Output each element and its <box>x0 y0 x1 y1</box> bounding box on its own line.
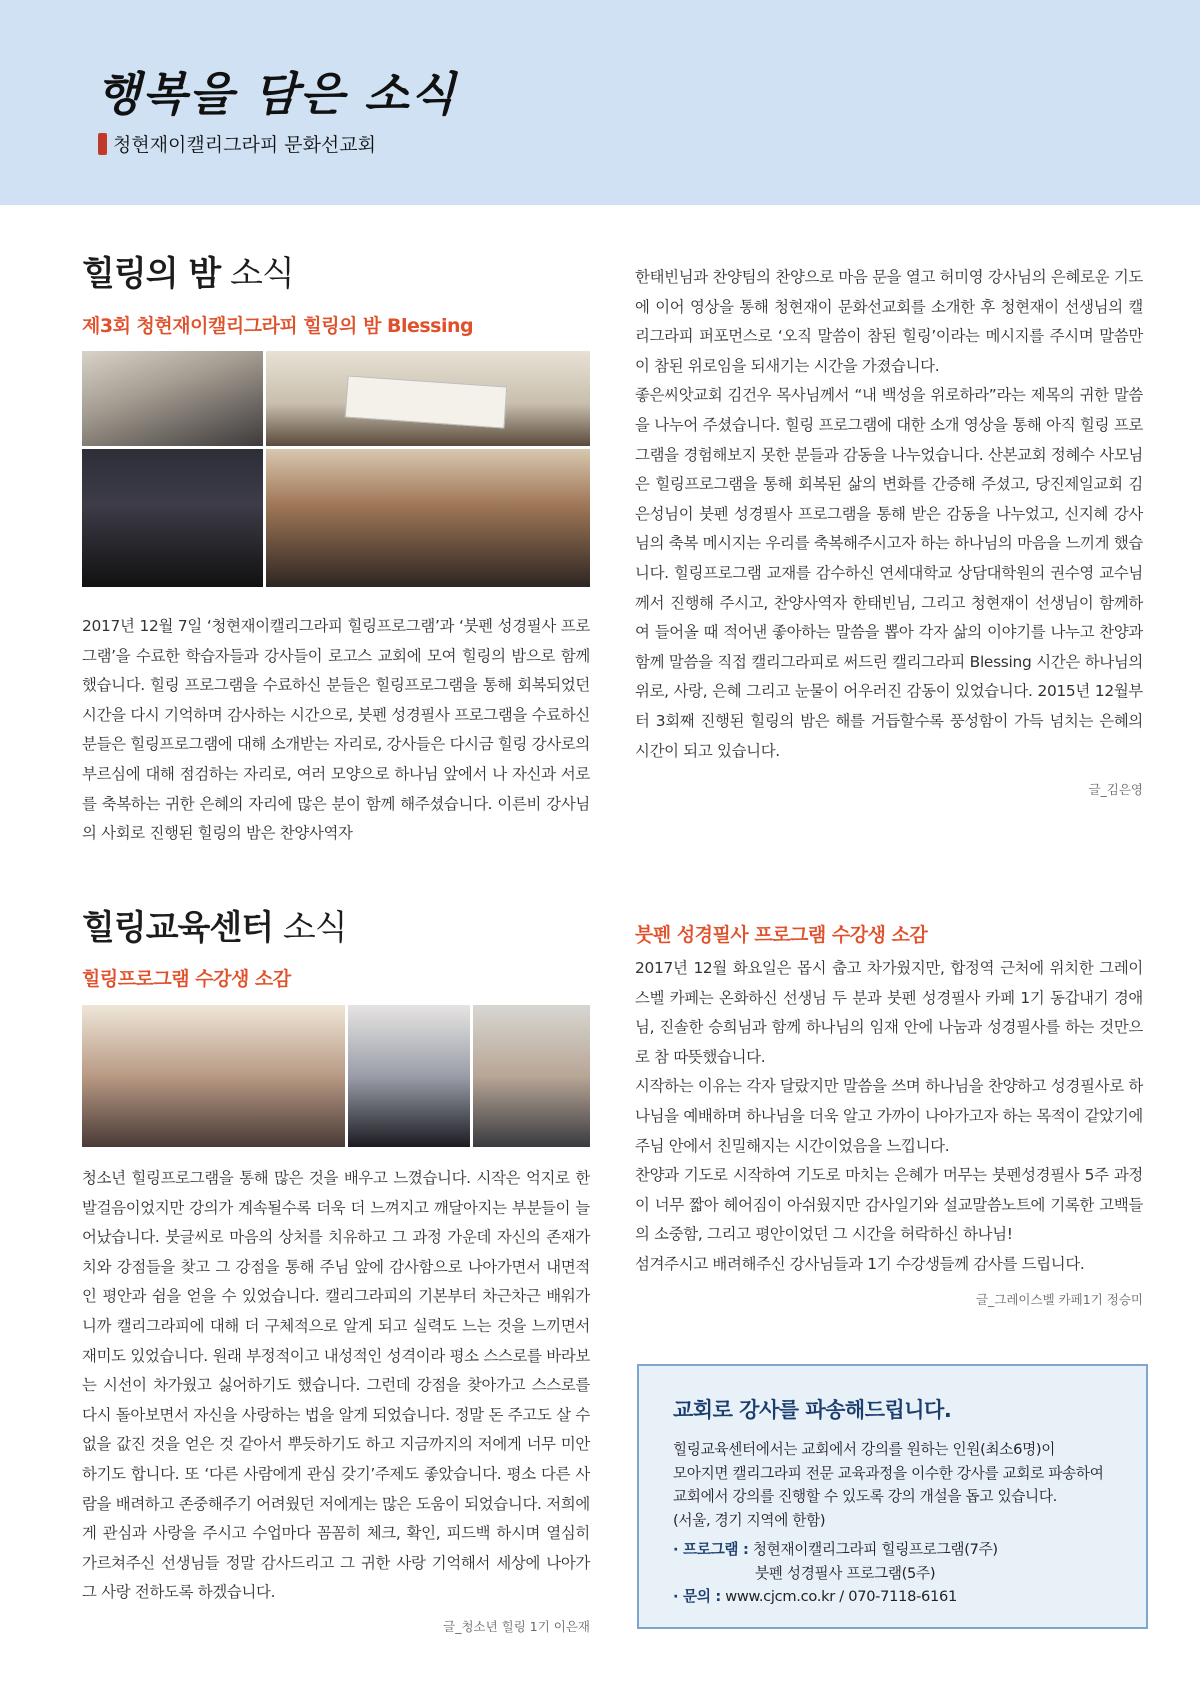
section2-subtitle: 힐링프로그램 수강생 소감 <box>82 968 291 990</box>
section1-photo-collage <box>82 351 590 587</box>
contact-value: www.cjcm.co.kr / 070-7118-6161 <box>720 1588 957 1605</box>
section3-subtitle: 붓펜 성경필사 프로그램 수강생 소감 <box>635 924 928 946</box>
photo-student-portrait <box>473 1005 590 1147</box>
section3-paragraph: 시작하는 이유는 각자 달랐지만 말씀을 쓰며 하나님을 찬양하고 성경필사로 하나님을 예배하며 하나님을 더욱 알고 가까이 나아가고자 하는 목적이 같았기에 주님 안에서 친밀해지는 시간이었음을 느낍니다. <box>635 1077 1143 1155</box>
section1-left-text: 2017년 12월 7일 ‘청현재이캘리그라피 힐링프로그램’과 ‘붓펜 성경필사 프로그램’을 수료한 학습자들과 강사들이 로고스 교회에 모여 힐링의 밤으로 함께 했습니다. 힐링 프로그램을 수료하신 분들은 힐링프로그램을 통해 회복되었던 시간을 다시 기억하며 감사하는 시간으로, 붓펜 성경필사 프로그램을 수료하신 분들은 힐링프로그램에 대해 소개받는 자리로, 강사들은 다시금 힐링 강사로의 부르심에 대해 점검하는 자리로, 여러 모양으로 하나님 앞에서 나 자신과 서로를 축복하는 귀한 은혜의 자리에 많은 분이 함께 해주셨습니다. 이른비 강사님의 사회로 진행된 힐링의 밤은 찬양사역자 <box>82 617 590 843</box>
program-label: · 프로그램 : <box>673 1541 749 1558</box>
section3-paragraph: 2017년 12월 화요일은 몹시 춥고 차가웠지만, 합정역 근처에 위치한 그레이스벨 카페는 온화하신 선생님 두 분과 붓펜 성경필사 카페 1기 동갑내기 경애님, 진솔한 승희님과 함께 하나님의 임재 안에 나눔과 성경필사를 하는 것만으로 참 따뜻했습니다. <box>635 959 1143 1066</box>
logo-title: 행복을 담은 소식 <box>96 67 458 121</box>
header-banner <box>0 0 1200 205</box>
section3-byline: 글_그레이스벨 카페1기 정승미 <box>975 1292 1143 1307</box>
section3-text <box>635 954 1143 1280</box>
contact-label: · 문의 : <box>673 1588 721 1605</box>
section2-photo-collage <box>82 1005 590 1147</box>
section1-subtitle: 제3회 청현재이캘리그라피 힐링의 밤 Blessing <box>82 315 474 337</box>
section2-title-strong: 힐링교육센터 <box>82 908 274 948</box>
calligraphy-banner-image <box>345 375 508 428</box>
photo-students-with-calligraphy <box>82 1005 345 1147</box>
section1-title-strong: 힐링의 밤 <box>82 254 221 294</box>
info-line: (서울, 경기 지역에 한함) <box>673 1511 826 1529</box>
section1-right-paragraph: 한태빈님과 찬양팀의 찬양으로 마음 문을 열고 허미영 강사님의 은혜로운 기도에 이어 영상을 통해 청현재이 문화선교회를 소개한 후 청현재이 선생님의 캘리그라피 퍼포먼스로 ‘오직 말씀이 참된 힐링’이라는 메시지를 주시며 말씀만이 참된 위로임을 되새기는 시간을 가졌습니다. <box>635 268 1143 375</box>
program-value-2: 붓펜 성경필사 프로그램(5주) <box>755 1564 936 1582</box>
photo-singers <box>82 449 263 587</box>
section2-title-light: 소식 <box>273 908 347 948</box>
section2-text: 청소년 힐링프로그램을 통해 많은 것을 배우고 느꼈습니다. 시작은 억지로 한 발걸음이었지만 강의가 계속될수록 더욱 더 느껴지고 깨달아지는 부분들이 늘어났습니다. 붓글씨로 마음의 상처를 치유하고 그 과정 가운데 자신의 존재가치와 강점들을 찾고 그 강점을 통해 주님 앞에 감사함으로 나아가면서 내면적인 평안과 쉼을 얻을 수 있었습니다. 캘리그라피의 기본부터 차근차근 배워가니까 캘리그라피에 대해 더 구체적으로 알게 되고 실력도 느는 것을 느끼면서 재미도 있었습니다. 원래 부정적이고 내성적인 성격이라 평소 스스로를 바라보는 시선이 차가웠고 싫어하기도 했습니다. 그런데 강점을 찾아가고 스스로를 다시 돌아보면서 자신을 사랑하는 법을 알게 되었습니다. 정말 돈 주고도 살 수 없을 값진 것을 얻은 것 같아서 뿌듯하기도 하고 지금까지의 저에게 너무 미안하기도 합니다. 또 ‘다른 사람에게 관심 갖기’주제도 좋았습니다. 평소 다른 사람을 배려하고 존중해주기 어려웠던 저에게는 많은 도움이 되었습니다. 저희에게 관심과 사랑을 주시고 수업마다 꼼꼼히 체크, 확인, 피드백 하시며 열심히 가르쳐주신 선생님들 정말 감사드리고 그 귀한 사랑 기억해서 세상에 나아가 그 사랑 전하도록 하겠습니다. <box>82 1169 590 1602</box>
program-value-1: 청현재이캘리그라피 힐링프로그램(7주) <box>748 1541 998 1558</box>
info-line: 힐링교육센터에서는 교회에서 강의를 원하는 인원(최소6명)이 <box>673 1441 1056 1458</box>
section2-byline: 글_청소년 힐링 1기 이은재 <box>443 1619 590 1634</box>
section1-right-text <box>635 263 1143 766</box>
info-line: 교회에서 강의를 진행할 수 있도록 강의 개설을 돕고 있습니다. <box>673 1488 1057 1505</box>
red-seal-icon <box>98 133 107 155</box>
info-program-row <box>673 1538 1104 1562</box>
info-contact-row <box>673 1585 1104 1609</box>
logo-subtitle <box>98 130 376 157</box>
info-box-title: 교회로 강사를 파송해드립니다. <box>673 1398 952 1422</box>
instructor-dispatch-info-box <box>637 1364 1148 1629</box>
section1-byline: 글_김은영 <box>1088 782 1143 797</box>
info-box-body <box>673 1438 1104 1609</box>
section2-title <box>82 900 347 949</box>
section3-paragraph: 섬겨주시고 배려해주신 강사님들과 1기 수강생들께 감사를 드립니다. <box>635 1254 1085 1273</box>
section1-title-light: 소식 <box>220 254 294 294</box>
logo-subtitle-text: 청현재이캘리그라피 문화선교회 <box>113 134 376 156</box>
photo-hall-tables <box>266 449 590 587</box>
section3-paragraph: 찬양과 기도로 시작하여 기도로 마치는 은혜가 머무는 붓펜성경필사 5주 과정이 너무 짧아 헤어짐이 아쉬웠지만 감사일기와 설교말씀노트에 기록한 고백들의 소중함, 그리고 평안이었던 그 시간을 허락하신 하나님! <box>635 1166 1143 1244</box>
info-line: 모아지면 캘리그라피 전문 교육과정을 이수한 강사를 교회로 파송하여 <box>673 1464 1104 1482</box>
photo-student-writing <box>348 1005 470 1147</box>
section1-title <box>82 246 294 295</box>
photo-audience <box>82 351 263 446</box>
section1-right-paragraph: 좋은씨앗교회 김건우 목사님께서 “내 백성을 위로하라”라는 제목의 귀한 말씀을 나누어 주셨습니다. 힐링 프로그램에 대한 소개 영상을 통해 아직 힐링 프로그램을 경험해보지 못한 분들과 감동을 나누었습니다. 산본교회 정혜수 사모님은 힐링프로그램을 통해 회복된 삶의 변화를 간증해 주셨고, 당진제일교회 김은성님이 붓펜 성경필사 프로그램을 통해 받은 감동을 나누었고, 신지혜 강사님의 축복 메시지는 우리를 축복해주시고자 하는 하나님의 마음을 느끼게 했습니다. 힐링프로그램 교재를 감수하신 연세대학교 상담대학원의 권수영 교수님께서 진행해 주시고, 찬양사역자 한태빈님, 그리고 청현재이 선생님이 함께하여 들어올 때 적어낸 좋아하는 말씀을 뽑아 각자 삶의 이야기를 나누고 찬양과 함께 말씀을 직접 캘리그라피로 써드린 캘리그라피 Blessing 시간은 하나님의 위로, 사랑, 은혜 그리고 눈물이 어우러진 감동이 있었습니다. 2015년 12월부터 3회째 진행된 힐링의 밤은 해를 거듭할수록 풍성함이 가득 넘치는 은혜의 시간이 되고 있습니다. <box>635 386 1143 760</box>
photo-calligraphy-performance <box>266 351 590 446</box>
